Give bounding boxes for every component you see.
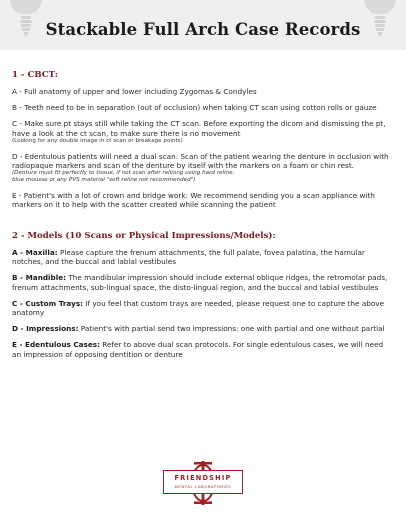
models-item-c-label: C - Custom Trays: — [12, 298, 84, 308]
logo-wordmark: FRIENDSHIP — [174, 474, 232, 482]
models-item-e-text: Refer to above dual scan protocols. For single edentulous cases, we will need an impression of opposing dentition or denture — [12, 340, 384, 359]
models-item-b-text: The mandibular impression should include external oblique ridges, the retromolar pads, frenum attachments, sub-lingual space, the disto-lingual region, and the buccal and labial vestibules — [12, 273, 388, 292]
models-item-e-label: E - Edentulous Cases: — [12, 340, 100, 350]
cbct-item-c-text: C - Make sure pt stays still while taking the CT scan. Before exporting the dicom and dismissing the pt, have a look at the ct scan, to make sure there is no movement — [12, 119, 386, 138]
models-item-c — [12, 299, 394, 317]
logo-subtitle: DENTAL LABORATORIES — [174, 484, 232, 489]
cbct-item-d-note-1: (Denture must fit perfectly to tissue, if not scan after relining using hard reline, — [12, 170, 235, 177]
page-title: Stackable Full Arch Case Records — [45, 20, 361, 39]
cbct-item-e: E - Patient's with a lot of crown and bridge work: We recommend sending you a scan appliance with markers on it to help with the scatter created while scanning the patient — [12, 190, 375, 209]
section-heading-models: 2 - Models (10 Scans or Physical Impressions/Models): — [12, 231, 276, 242]
section-heading-cbct: 1 - CBCT: — [12, 70, 58, 80]
cbct-item-c-note: (Looking for any double image in ct scan or breakage points) — [12, 137, 183, 144]
models-item-a — [12, 248, 394, 266]
cbct-item-c — [12, 119, 394, 144]
models-item-c-text: If you feel that custom trays are needed, please request one to capture the above anatomy — [12, 298, 385, 318]
models-item-e — [12, 340, 394, 358]
cbct-item-d — [12, 152, 394, 184]
friendship-logo — [163, 461, 243, 505]
page-header — [0, 0, 406, 50]
models-item-a-text: Please capture the frenum attachments, the full palate, fovea palatina, the hamular notches, and the buccal and labial vestibules — [12, 248, 365, 267]
models-item-b — [12, 273, 394, 291]
models-item-d — [12, 324, 394, 333]
cbct-item-d-note-2: blue mousse or any PVS material "soft reline not recommended") — [12, 176, 196, 183]
models-item-a-label: A - Maxilla: — [12, 248, 58, 258]
section-gap — [12, 216, 394, 231]
cbct-item-a: A - Full anatomy of upper and lower including Zygomas & Condyles — [12, 87, 257, 96]
models-item-b-label: B - Mandible: — [12, 273, 67, 283]
content-body — [12, 70, 394, 366]
cbct-item-b: B - Teeth need to be in separation (out of occlusion) when taking CT scan using cotton rolls or gauze — [12, 103, 377, 113]
cbct-item-d-text: D - Edentulous patients will need a dual scan: Scan of the patient wearing the denture in occlusion with radiopaque markers and scan of the denture by itself with the markers on a foam or chin rest. — [12, 151, 389, 170]
models-item-d-label: D - Impressions: — [12, 324, 79, 334]
models-item-d-text: Patient's with partial send two impressions: one with partial and one without partial — [78, 324, 385, 334]
